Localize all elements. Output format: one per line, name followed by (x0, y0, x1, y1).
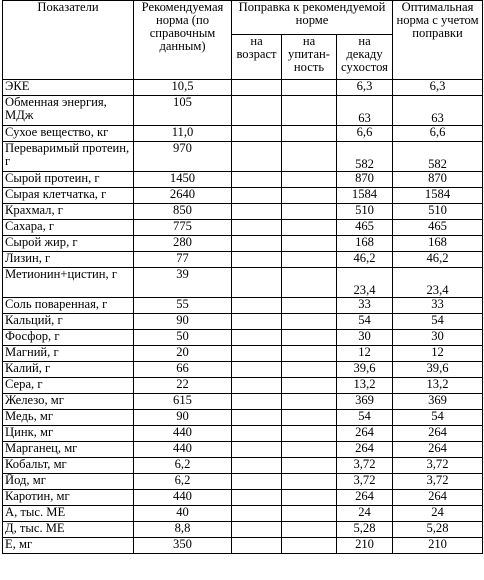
row-correction-dry: 264 (337, 426, 393, 442)
row-correction-dry: 12 (337, 346, 393, 362)
row-correction-age (232, 188, 282, 204)
row-correction-dry: 30 (337, 330, 393, 346)
header-correction-dry: на декаду сухостоя (337, 35, 393, 80)
row-correction-fatness (282, 506, 337, 522)
row-optimal: 63 (393, 96, 483, 126)
row-name: Е, мг (3, 538, 134, 554)
row-recommended: 970 (134, 142, 232, 172)
row-name: Метионин+цистин, г (3, 268, 134, 298)
row-correction-fatness (282, 474, 337, 490)
row-correction-dry: 39,6 (337, 362, 393, 378)
row-correction-dry: 46,2 (337, 252, 393, 268)
row-correction-dry: 33 (337, 298, 393, 314)
row-optimal: 6,3 (393, 80, 483, 96)
row-name: Кобальт, мг (3, 458, 134, 474)
row-optimal: 54 (393, 410, 483, 426)
row-correction-dry: 6,3 (337, 80, 393, 96)
row-correction-age (232, 236, 282, 252)
table-row (3, 442, 483, 458)
row-recommended: 775 (134, 220, 232, 236)
row-optimal: 24 (393, 506, 483, 522)
row-name: А, тыс. МЕ (3, 506, 134, 522)
table-row (3, 506, 483, 522)
row-correction-dry: 210 (337, 538, 393, 554)
row-recommended: 90 (134, 314, 232, 330)
row-name: Фосфор, г (3, 330, 134, 346)
row-correction-fatness (282, 330, 337, 346)
row-correction-dry: 582 (337, 142, 393, 172)
row-correction-fatness (282, 362, 337, 378)
row-correction-dry: 1584 (337, 188, 393, 204)
row-name: Сухое вещество, кг (3, 126, 134, 142)
table-row (3, 458, 483, 474)
row-correction-age (232, 252, 282, 268)
table-row (3, 538, 483, 554)
row-optimal: 13,2 (393, 378, 483, 394)
table-row (3, 96, 483, 126)
row-recommended: 2640 (134, 188, 232, 204)
row-correction-fatness (282, 426, 337, 442)
row-correction-age (232, 378, 282, 394)
row-name: Калий, г (3, 362, 134, 378)
row-recommended: 11,0 (134, 126, 232, 142)
row-name: Медь, мг (3, 410, 134, 426)
row-correction-dry: 3,72 (337, 458, 393, 474)
row-name: Обменная энергия, МДж (3, 96, 134, 126)
row-correction-dry: 264 (337, 490, 393, 506)
row-name: Цинк, мг (3, 426, 134, 442)
table-row (3, 522, 483, 538)
row-optimal: 12 (393, 346, 483, 362)
table-row (3, 426, 483, 442)
row-correction-dry: 54 (337, 410, 393, 426)
row-correction-fatness (282, 298, 337, 314)
row-correction-dry: 264 (337, 442, 393, 458)
table-body (3, 80, 483, 554)
table-row (3, 330, 483, 346)
header-correction-group: Поправка к рекомендуемой норме (232, 1, 393, 35)
row-correction-fatness (282, 126, 337, 142)
row-correction-fatness (282, 96, 337, 126)
row-correction-fatness (282, 142, 337, 172)
row-correction-fatness (282, 522, 337, 538)
row-optimal: 23,4 (393, 268, 483, 298)
row-correction-age (232, 268, 282, 298)
row-correction-dry: 63 (337, 96, 393, 126)
row-correction-age (232, 330, 282, 346)
row-correction-age (232, 80, 282, 96)
row-recommended: 1450 (134, 172, 232, 188)
row-recommended: 280 (134, 236, 232, 252)
row-optimal: 369 (393, 394, 483, 410)
row-correction-dry: 168 (337, 236, 393, 252)
header-indicator: Показатели (3, 1, 134, 80)
row-optimal: 210 (393, 538, 483, 554)
row-recommended: 20 (134, 346, 232, 362)
row-correction-dry: 6,6 (337, 126, 393, 142)
table-row (3, 220, 483, 236)
row-correction-age (232, 506, 282, 522)
row-correction-fatness (282, 188, 337, 204)
row-correction-age (232, 172, 282, 188)
row-optimal: 1584 (393, 188, 483, 204)
row-recommended: 350 (134, 538, 232, 554)
row-correction-fatness (282, 442, 337, 458)
header-optimal: Оптимальная норма с учетом поправки (393, 1, 483, 80)
row-correction-fatness (282, 80, 337, 96)
row-optimal: 465 (393, 220, 483, 236)
row-correction-fatness (282, 314, 337, 330)
row-correction-fatness (282, 268, 337, 298)
row-optimal: 54 (393, 314, 483, 330)
row-optimal: 5,28 (393, 522, 483, 538)
header-correction-fatness: на упитан-ность (282, 35, 337, 80)
row-optimal: 3,72 (393, 474, 483, 490)
row-recommended: 440 (134, 490, 232, 506)
row-correction-fatness (282, 378, 337, 394)
table-row (3, 298, 483, 314)
row-correction-age (232, 142, 282, 172)
row-name: Марганец, мг (3, 442, 134, 458)
row-correction-fatness (282, 394, 337, 410)
row-correction-age (232, 522, 282, 538)
row-optimal: 510 (393, 204, 483, 220)
table-row (3, 474, 483, 490)
row-correction-dry: 23,4 (337, 268, 393, 298)
row-correction-age (232, 362, 282, 378)
row-correction-dry: 510 (337, 204, 393, 220)
row-optimal: 264 (393, 426, 483, 442)
table-row (3, 188, 483, 204)
row-correction-dry: 54 (337, 314, 393, 330)
row-recommended: 440 (134, 442, 232, 458)
table-row (3, 394, 483, 410)
table-row (3, 268, 483, 298)
row-recommended: 105 (134, 96, 232, 126)
row-optimal: 870 (393, 172, 483, 188)
row-name: Соль поваренная, г (3, 298, 134, 314)
row-correction-age (232, 410, 282, 426)
row-correction-dry: 24 (337, 506, 393, 522)
row-recommended: 440 (134, 426, 232, 442)
row-name: Сырой жир, г (3, 236, 134, 252)
row-correction-age (232, 474, 282, 490)
row-recommended: 77 (134, 252, 232, 268)
row-correction-age (232, 96, 282, 126)
row-recommended: 50 (134, 330, 232, 346)
row-correction-fatness (282, 490, 337, 506)
row-correction-fatness (282, 172, 337, 188)
table-row (3, 362, 483, 378)
table-row (3, 346, 483, 362)
row-recommended: 6,2 (134, 474, 232, 490)
row-recommended: 10,5 (134, 80, 232, 96)
row-name: Д, тыс. МЕ (3, 522, 134, 538)
row-optimal: 168 (393, 236, 483, 252)
row-correction-fatness (282, 410, 337, 426)
row-correction-dry: 369 (337, 394, 393, 410)
row-recommended: 8,8 (134, 522, 232, 538)
row-name: Сера, г (3, 378, 134, 394)
table-row (3, 126, 483, 142)
table-row (3, 410, 483, 426)
row-recommended: 6,2 (134, 458, 232, 474)
table-row (3, 236, 483, 252)
row-recommended: 90 (134, 410, 232, 426)
table-row (3, 142, 483, 172)
row-name: Сырой протеин, г (3, 172, 134, 188)
row-name: Сахара, г (3, 220, 134, 236)
table-row (3, 80, 483, 96)
row-correction-age (232, 538, 282, 554)
row-correction-age (232, 442, 282, 458)
norms-table (2, 0, 483, 554)
row-correction-age (232, 490, 282, 506)
header-recommended: Рекомендуемая норма (по справочным данным) (134, 1, 232, 80)
row-correction-fatness (282, 346, 337, 362)
row-recommended: 40 (134, 506, 232, 522)
header-row-1 (3, 1, 483, 35)
row-correction-age (232, 426, 282, 442)
row-recommended: 850 (134, 204, 232, 220)
row-correction-fatness (282, 204, 337, 220)
row-optimal: 3,72 (393, 458, 483, 474)
row-name: Каротин, мг (3, 490, 134, 506)
row-correction-dry: 13,2 (337, 378, 393, 394)
row-correction-age (232, 314, 282, 330)
table-row (3, 378, 483, 394)
row-optimal: 33 (393, 298, 483, 314)
row-correction-age (232, 298, 282, 314)
row-recommended: 22 (134, 378, 232, 394)
row-correction-fatness (282, 458, 337, 474)
row-name: Магний, г (3, 346, 134, 362)
row-optimal: 6,6 (393, 126, 483, 142)
row-correction-fatness (282, 252, 337, 268)
row-correction-age (232, 346, 282, 362)
row-name: Железо, мг (3, 394, 134, 410)
row-recommended: 55 (134, 298, 232, 314)
row-correction-dry: 5,28 (337, 522, 393, 538)
row-recommended: 66 (134, 362, 232, 378)
row-name: Йод, мг (3, 474, 134, 490)
table-row (3, 172, 483, 188)
header-correction-age: на возраст (232, 35, 282, 80)
row-optimal: 39,6 (393, 362, 483, 378)
row-recommended: 615 (134, 394, 232, 410)
row-recommended: 39 (134, 268, 232, 298)
row-name: Сырая клетчатка, г (3, 188, 134, 204)
table-row (3, 314, 483, 330)
row-correction-dry: 870 (337, 172, 393, 188)
row-correction-dry: 465 (337, 220, 393, 236)
row-optimal: 582 (393, 142, 483, 172)
row-correction-age (232, 220, 282, 236)
row-correction-age (232, 126, 282, 142)
row-name: Крахмал, г (3, 204, 134, 220)
row-optimal: 264 (393, 490, 483, 506)
table-row (3, 204, 483, 220)
row-correction-dry: 3,72 (337, 474, 393, 490)
table-row (3, 490, 483, 506)
row-name: Лизин, г (3, 252, 134, 268)
row-optimal: 30 (393, 330, 483, 346)
row-correction-fatness (282, 538, 337, 554)
row-correction-age (232, 204, 282, 220)
row-correction-fatness (282, 220, 337, 236)
row-name: ЭКЕ (3, 80, 134, 96)
row-correction-fatness (282, 236, 337, 252)
row-optimal: 264 (393, 442, 483, 458)
row-name: Кальций, г (3, 314, 134, 330)
row-name: Переваримый протеин, г (3, 142, 134, 172)
row-correction-age (232, 458, 282, 474)
row-correction-age (232, 394, 282, 410)
row-optimal: 46,2 (393, 252, 483, 268)
table-row (3, 252, 483, 268)
